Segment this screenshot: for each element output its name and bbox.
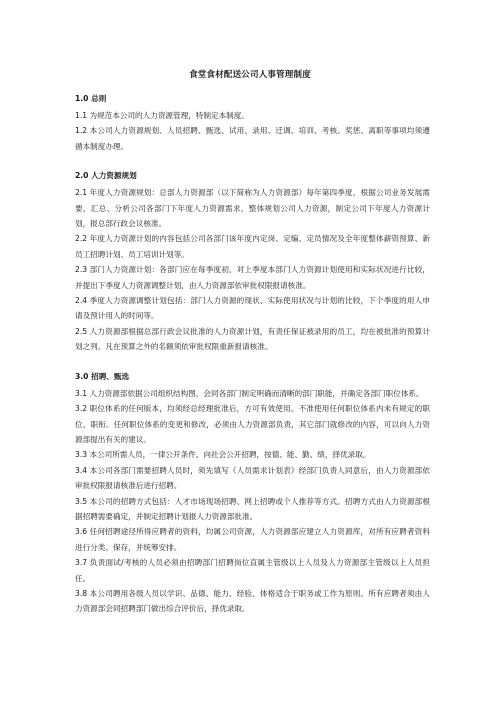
section-heading: 1.0 总则 — [75, 94, 107, 103]
paragraph: 3.7 负责面试/考核的人员必须由招聘部门招聘岗位直属主管级以上人员及人力资源部主管级以上人员担任。 — [75, 558, 430, 583]
paragraph: 2.4 季度人力资源调整计划包括：部门人力资源的现状、实际使用状况与计划的比较，下个季度的用人申请及预计用人的时间等。 — [75, 296, 430, 321]
paragraph: 2.1 年度人力资源规划：总部人力资源部（以下简称为人力资源部）每年第四季度，根据公司业务发展需要，汇总、分析公司各部门下年度人力资源需求，整体规划公司人力资源，制定公司下年度人力资源计划，报总部行政会议核准。 — [75, 188, 430, 229]
paragraph: 2.2 年度人力资源计划的内容包括公司各部门该年度内定岗、定编、定员情况及全年度整体薪资预算、新员工招聘计划、员工培训计划等。 — [75, 234, 430, 259]
paragraph: 1.2 本公司人力资源规划、人员招聘、甄选、试用、录用、迁调、培训、考核、奖惩、离职等事项均须遵循本制度办理。 — [75, 126, 430, 151]
paragraph: 3.4 本公司各部门需要招聘人员时，须先填写《人员需求计划表》经部门负责人同意后，由人力资源部依审批权限报请核准后进行招聘。 — [75, 465, 430, 491]
paragraph: 3.5 本公司的招聘方式包括：人才市场现场招聘、网上招聘或个人推荐等方式。招聘方式由人力资源部根据招聘需要确定，并制定招聘计划报人力资源部批准。 — [75, 496, 430, 521]
document-title: 食堂食材配送公司人事管理制度 — [189, 70, 311, 80]
paragraph: 2.3 部门人力资源计划：各部门应在每季度初，对上季度本部门人力资源计划使用和实际状况进行比较，并提出下季度人力资源调整计划，由人力资源部依审批权限报请核准。 — [75, 265, 430, 290]
paragraph: 1.1 为规范本公司的人力资源管理，特制定本制度。 — [75, 111, 249, 120]
document-body — [75, 93, 430, 633]
section-recruitment — [75, 371, 430, 617]
section-heading: 2.0 人力资源规划 — [75, 171, 137, 181]
paragraph: 3.2 职位体系的任何版本，均须经总经理批准后，方可有效使用。不准使用任何职位体系内未有规定的职位、职衔。任何职位体系的变更和修改，必须由人力资源部负责，其它部门就修改的内容，可以向人力资源部提出有关的建议。 — [75, 404, 430, 444]
section-general — [75, 93, 430, 154]
paragraph: 3.3 本公司所需人员，一律公开条件、向社会公开招聘，按德、能、勤、绩，择优录取。 — [75, 450, 371, 460]
paragraph: 3.1 人力资源部依据公司组织结构图，会同各部门制定明确而清晰的部门职能，并确定各部门职位体系。 — [75, 388, 424, 398]
paragraph: 2.5 人力资源部根据总部行政会议批准的人力资源计划，有责任保证被录用的员工，均在被批准的预算计划之列。凡在预算之外的名额须依审批权限重新报请核准。 — [75, 326, 430, 352]
section-hr-planning — [75, 170, 430, 354]
paragraph: 3.6 任何招聘途径所得应聘者的资料，均属公司资源，人力资源部应建立人力资源库，对所有应聘者资料进行分类、保存，并统筹安排。 — [75, 527, 430, 552]
section-heading: 3.0 招聘、甄选 — [75, 371, 130, 381]
paragraph: 3.8 本公司聘用各级人员以学识、品德、能力、经验、体格适合于职务或工作为原则。所有应聘者须由人力资源部会同招聘部门做出综合评价后，择优录取。 — [75, 588, 430, 614]
